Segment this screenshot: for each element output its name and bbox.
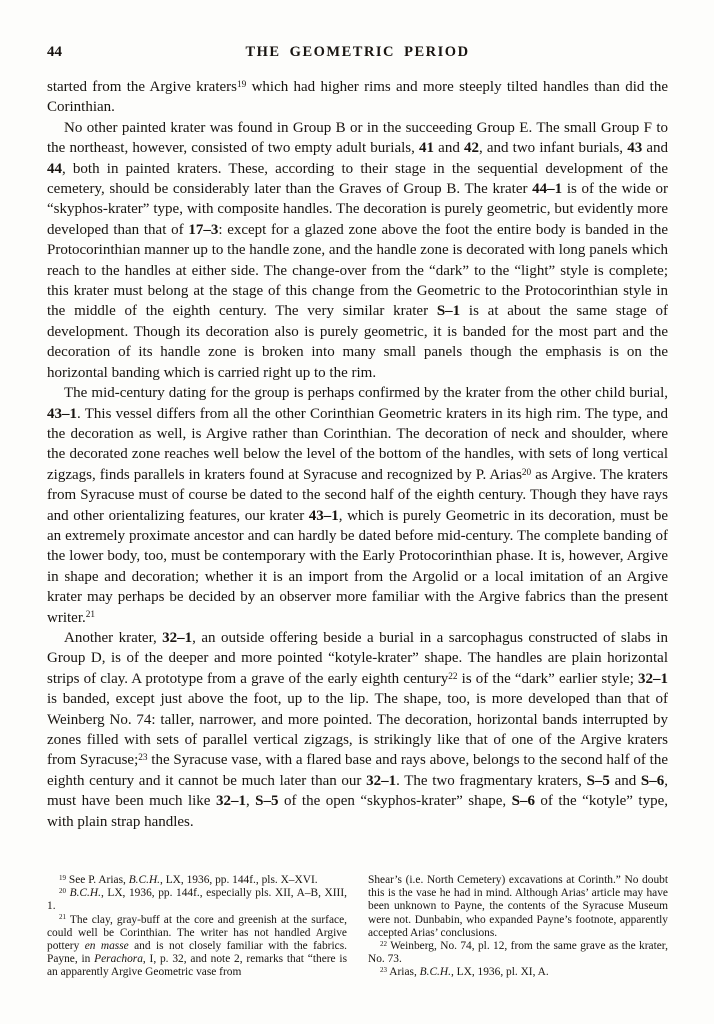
text-run: 44: [47, 160, 62, 177]
text-run: is of the “dark” earlier style;: [457, 670, 638, 687]
text-run: and: [642, 140, 668, 157]
text-run: of the open “skyphos-krater” shape,: [278, 793, 512, 810]
text-run: S–6: [640, 772, 665, 789]
footnote-ref: 22: [448, 671, 458, 682]
page-number: 44: [47, 44, 62, 60]
text-run: Another krater,: [64, 629, 163, 646]
text-run: , I, p. 32, and note 2, remarks that “there is an apparently Argive Geometric vase from: [47, 953, 348, 979]
footnote-ref: 21: [85, 610, 96, 621]
text-run: of the “kotyle” type, with plain strap handles.: [47, 793, 669, 830]
text-run: , and two infant burials,: [478, 140, 628, 157]
text-run: , an outside offering beside a burial in a sarcophagus constructed of slabs in Group D, is of the deeper and more pointed “kotyle-krater” shape. The handles are plain horizontal strips of clay. A prototype from a grave of the early eighth century: [47, 629, 668, 687]
text-run: 41: [419, 140, 435, 157]
text-run: , both in painted kraters. These, according to their stage in the sequential development of the cemetery, should be considerably later than the Graves of Group B. The krater: [47, 160, 668, 198]
text-run: Weinberg, No. 74, pl. 12, from the same grave as the krater, No. 73.: [368, 940, 668, 966]
paragraph: [47, 628, 668, 832]
footnote-ref: 20: [521, 467, 532, 478]
text-run: Arias,: [387, 966, 420, 979]
text-run: which had higher rims and more steeply tilted handles than did the Corinthian.: [47, 79, 668, 116]
text-run: S–1: [436, 303, 461, 320]
text-run: and: [609, 772, 641, 789]
text-run: 43–1: [308, 507, 339, 524]
text-run: 32–1: [215, 793, 246, 810]
text-run: S–6: [511, 793, 535, 810]
footnote-number: 22: [380, 939, 388, 948]
footnote-number: 20: [59, 887, 67, 896]
text-run: The clay, gray-buff at the core and greenish at the surface, could well be Corinthian. The writer has not handled Argive pottery: [47, 913, 347, 953]
footnote-number: 23: [380, 966, 388, 975]
footnote-ref: 19: [236, 79, 247, 90]
text-run: S–5: [255, 793, 279, 810]
footnote: [368, 940, 668, 966]
text-run: B.C.H.: [128, 874, 161, 886]
text-run: S–5: [586, 772, 610, 789]
footnote: [47, 914, 347, 980]
text-run: The mid-century dating for the group is perhaps confirmed by the krater from the other child burial,: [64, 385, 668, 402]
text-run: 32–1: [366, 772, 397, 789]
text-run: ,: [245, 793, 256, 810]
footnotes: [47, 874, 668, 980]
text-run: . This vessel differs from all the other Corinthian Geometric kraters in its high rim. The type, and the decoration as well, is Argive rather than Corinthian. The decoration of neck and shoulder, where the decorated zone reaches well below the level of the bottom of the handles, with sets of long vertical zigzags, finds parallels in kraters found at Syracuse and recognized by P. Arias: [47, 405, 668, 483]
text-run: : except for a glazed zone above the foot the entire body is banded in the Protocorinthian manner up to the handle zone, and the handle zone is decorated with long panels which reach to the handles at either side. The change-over from the “dark” to the “light” style is complete; this krater must belong at the stage of this change from the Geometric to the Protocorinthian style in the middle of the eighth century. The very similar krater: [47, 221, 668, 320]
paragraph: [47, 118, 668, 383]
text-run: No other painted krater was found in Group B or in the succeeding Group E. The small Group F to the northeast, however, consisted of two empty adult burials,: [47, 119, 668, 157]
text-run: the Syracuse vase, with a flared base and rays above, belongs to the second half of the eighth century and it cannot be much later than our: [47, 752, 668, 789]
text-run: 43–1: [47, 405, 77, 422]
text-run: is at about the same stage of development. Though its decoration also is purely geometric, it is banded for the most part and the decoration of its handle zone is broken into many small panels though the emphasis is on the horizontal banding which is carried right up to the rim.: [47, 303, 668, 381]
text-run: started from the Argive kraters: [47, 79, 237, 95]
footnote: [47, 887, 347, 913]
footnote-column-right: [368, 874, 668, 980]
text-run: Shear’s (i.e. North Cemetery) excavations at Corinth.” No doubt this is the vase he had in mind. Although Arias’ article may have been unknown to Payne, the contents of the Syracuse Museum were not. Dunbabin, who expanded Payne’s footnote, apparently accepted Arias’ conclusions.: [368, 874, 668, 939]
text-run: is banded, except just above the foot, up to the lip. The shape, too, is more developed than that of Weinberg No. 74: taller, narrower, and more pointed. The decoration, horizontal bands interrupted by zones filled with sets of parallel vertical zigzags, is strikingly like that of one of the Argive kraters from Syracuse;: [47, 691, 668, 769]
running-title: THE GEOMETRIC PERIOD: [245, 44, 470, 60]
text-run: , must have been much like: [47, 772, 668, 810]
footnote: [368, 874, 668, 940]
text-run: 32–1: [638, 670, 668, 687]
footnote-number: 19: [59, 873, 67, 882]
text-run: , which is purely Geometric in its decoration, must be an extremely proximate ancestor and can hardly be dated before mid-century. The complete banding of the lower body, too, must be contemporary with the Early Protocorinthian phase. It is, however, Argive in shape and decoration; whether it is an import from the Argolid or a local imitation of an Argive krater may perhaps be decided by an observer more familiar with the Argive fabrics than the present writer.: [47, 507, 668, 626]
paragraph: [47, 77, 668, 118]
footnote-ref: 23: [138, 753, 148, 764]
text-run: en masse: [84, 940, 129, 953]
text-run: , LX, 1936, pl. XI, A.: [450, 966, 549, 979]
text-run: 32–1: [162, 629, 193, 646]
text-run: Perachora: [94, 953, 143, 966]
footnote-number: 21: [59, 913, 67, 922]
text-run: , LX, 1936, pp. 144f., especially pls. XII, A–B, XIII, 1.: [47, 887, 347, 913]
body-text: [47, 77, 668, 832]
page-header: [47, 44, 668, 64]
text-run: B.C.H.: [69, 887, 101, 900]
text-run: 44–1: [532, 181, 563, 198]
text-run: B.C.H.: [419, 966, 451, 979]
footnote-column-left: [47, 874, 347, 980]
text-run: and is not closely familiar with the fabrics. Payne, in: [47, 940, 347, 966]
text-run: . The two fragmentary kraters,: [396, 772, 587, 789]
footnote: [368, 966, 668, 979]
text-run: as Argive. The kraters from Syracuse must of course be dated to the second half of the eighth century. Though they have rays and other orientalizing features, our krater: [47, 466, 668, 524]
text-run: See P. Arias,: [66, 874, 129, 886]
text-run: 43: [627, 140, 643, 157]
text-run: 42: [463, 140, 479, 157]
text-run: , LX, 1936, pp. 144f., pls. X–XVI.: [160, 874, 318, 886]
text-run: and: [434, 140, 464, 157]
paragraph: [47, 383, 668, 628]
footnote: [47, 874, 347, 887]
text-run: 17–3: [188, 221, 219, 238]
text-run: is of the wide or “skyphos-krater” type, with composite handles. The decoration is purely geometric, but evidently more developed than that of: [47, 181, 668, 238]
